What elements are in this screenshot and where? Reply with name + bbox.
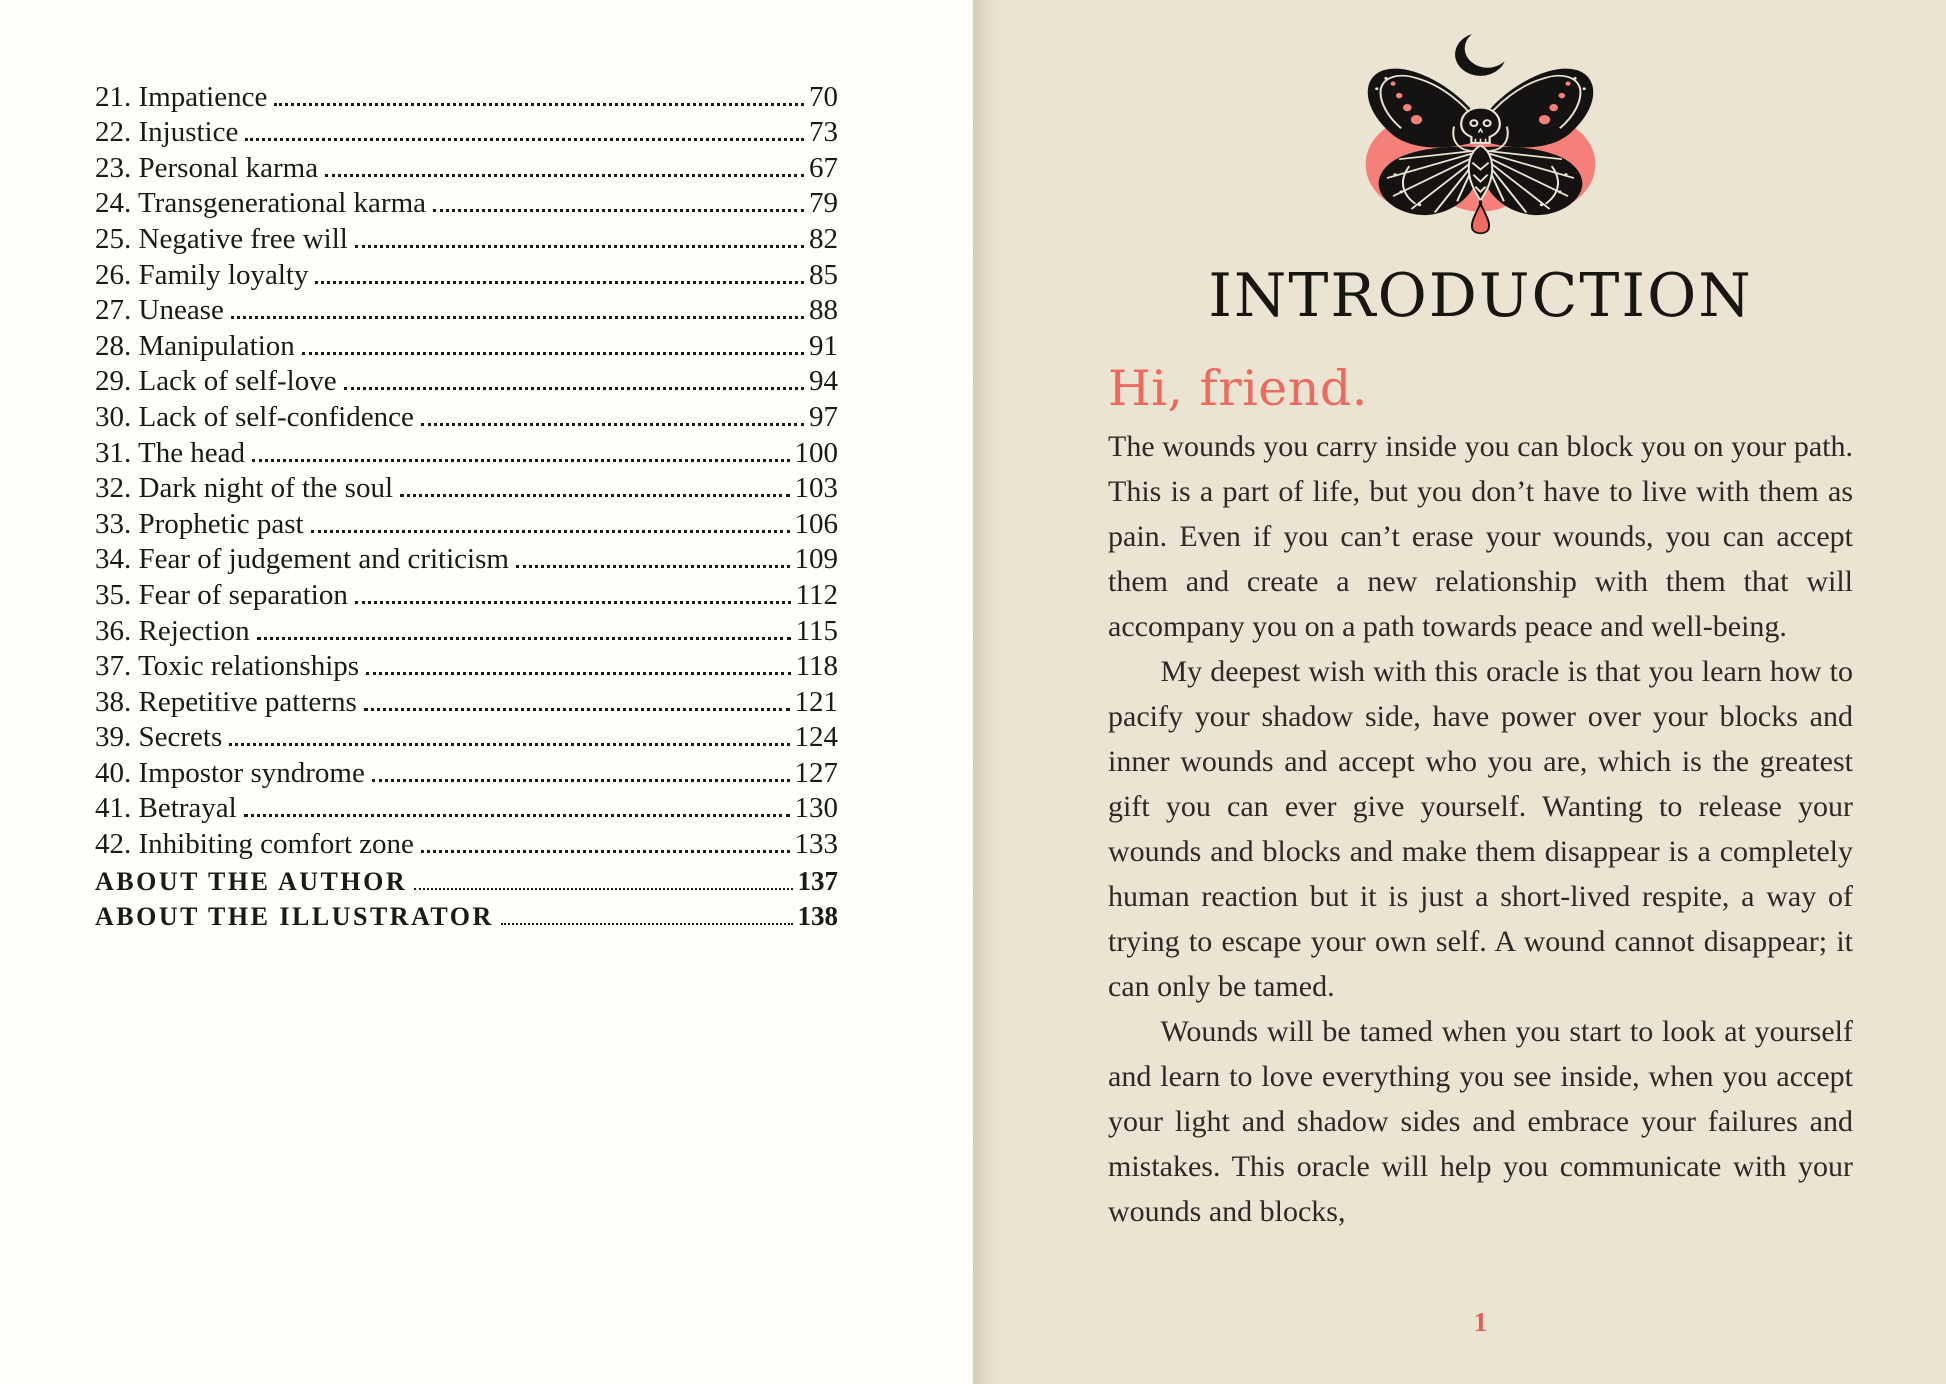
- toc-entry-page: 79: [809, 187, 838, 220]
- toc-entry: [95, 76, 838, 112]
- dot-leader: [245, 138, 804, 141]
- toc-entry-label: 22. Injustice: [95, 116, 239, 149]
- dot-leader: [421, 423, 804, 426]
- toc-entry-label: 39. Secrets: [95, 721, 223, 754]
- dot-leader: [344, 387, 804, 390]
- toc-entry: [95, 361, 838, 397]
- greeting-heading: Hi, friend.: [1108, 360, 1368, 417]
- toc-entry-page: 82: [809, 222, 838, 255]
- intro-page: [973, 0, 1946, 1384]
- dot-leader: [274, 103, 804, 106]
- toc-entry-page: 106: [794, 507, 838, 540]
- toc-entry-label: 34. Fear of judgement and criticism: [95, 543, 509, 576]
- toc-entry-page: 115: [795, 614, 838, 647]
- toc-entry-page: 97: [809, 400, 838, 433]
- toc-entry: [95, 859, 838, 895]
- toc-entry-label: 21. Impatience: [95, 80, 268, 113]
- toc-entry: [95, 646, 838, 682]
- toc-entry: [95, 468, 838, 504]
- toc-entry-label: 27. Unease: [95, 294, 224, 327]
- page-number: 1: [1473, 1307, 1488, 1337]
- toc-entry-label: 33. Prophetic past: [95, 507, 304, 540]
- toc-entry: [95, 183, 838, 219]
- dot-leader: [311, 530, 790, 533]
- toc-entry-label: 25. Negative free will: [95, 222, 348, 255]
- moth-illustration: [1328, 20, 1633, 257]
- toc-entry: [95, 218, 838, 254]
- toc-entry: [95, 432, 838, 468]
- toc-entry: [95, 325, 838, 361]
- toc-entry-page: 138: [797, 901, 838, 932]
- toc-entry-page: 85: [809, 258, 838, 291]
- toc-entry-label: 37. Toxic relationships: [95, 650, 360, 683]
- toc-entry-page: 133: [794, 828, 838, 861]
- toc-entry-page: 127: [794, 756, 838, 789]
- toc-entry: [95, 112, 838, 148]
- toc-entry: [95, 610, 838, 646]
- dot-leader: [355, 601, 791, 604]
- toc-entry-page: 124: [794, 721, 838, 754]
- toc-entry-label: ABOUT THE AUTHOR: [95, 866, 408, 896]
- toc-entry-label: 40. Impostor syndrome: [95, 756, 365, 789]
- dot-leader: [231, 316, 804, 319]
- toc-entry: [95, 254, 838, 290]
- toc-entry: [95, 396, 838, 432]
- toc-entry-page: 121: [794, 685, 838, 718]
- toc-entry-page: 70: [809, 80, 838, 113]
- toc-entry: [95, 895, 838, 931]
- intro-paragraph: Wounds will be tamed when you start to look at yourself and learn to love everything you see inside, when you accept your light and shadow sides and embrace your failures and mistakes. This oracle will help you communicate with your wounds and blocks,: [1108, 1015, 1853, 1229]
- dot-leader: [244, 814, 790, 817]
- toc-entry: [95, 147, 838, 183]
- toc-entry-page: 112: [795, 578, 838, 611]
- dot-leader: [355, 245, 804, 248]
- toc-entry-page: 137: [797, 865, 838, 896]
- toc-entry-label: 24. Transgenerational karma: [95, 187, 427, 220]
- intro-paragraph: My deepest wish with this oracle is that you learn how to pacify your shadow side, have power over your blocks and inner wounds and accept who you are, which is the greatest gift you can ever give yourself. Wanting to release your wounds and blocks and make them disappear is a completely human reaction but it is just a short-lived respite, a way of trying to escape your own self. A wound cannot disappear; it can only be tamed.: [1108, 655, 1853, 1004]
- dot-leader: [302, 352, 804, 355]
- toc-entry-label: 42. Inhibiting comfort zone: [95, 828, 414, 861]
- dot-leader: [501, 923, 793, 925]
- toc-entry-label: 28. Manipulation: [95, 329, 295, 362]
- dot-leader: [421, 850, 790, 853]
- toc-entry: [95, 717, 838, 753]
- toc-entry-label: ABOUT THE ILLUSTRATOR: [95, 902, 494, 932]
- dot-leader: [257, 637, 791, 640]
- death-head-moth-icon: [1328, 20, 1633, 252]
- crescent-moon-icon: [1455, 29, 1510, 76]
- chapter-title: INTRODUCTION: [1208, 261, 1753, 331]
- toc-entry-label: 23. Personal karma: [95, 151, 319, 184]
- toc-entry: [95, 752, 838, 788]
- intro-body: [1108, 424, 1853, 1234]
- dot-leader: [366, 672, 791, 675]
- dot-leader: [414, 888, 792, 890]
- dot-leader: [252, 459, 789, 462]
- dot-leader: [325, 174, 804, 177]
- toc-entry-label: 38. Repetitive patterns: [95, 685, 357, 718]
- toc-entry-label: 32. Dark night of the soul: [95, 472, 394, 505]
- toc-entry-page: 91: [809, 329, 838, 362]
- toc-entry: [95, 788, 838, 824]
- toc-entry-label: 36. Rejection: [95, 614, 250, 647]
- toc-list: [95, 76, 838, 930]
- toc-entry-page: 73: [809, 116, 838, 149]
- toc-entry: [95, 681, 838, 717]
- toc-entry-label: 29. Lack of self-love: [95, 365, 337, 398]
- toc-entry-label: 26. Family loyalty: [95, 258, 309, 291]
- toc-entry-page: 130: [794, 792, 838, 825]
- toc-entry: [95, 823, 838, 859]
- dot-leader: [516, 565, 790, 568]
- toc-entry-page: 118: [795, 650, 838, 683]
- dot-leader: [372, 779, 790, 782]
- intro-paragraph: The wounds you carry inside you can block you on your path. This is a part of life, but you don’t have to live with them as pain. Even if you can’t erase your wounds, you can accept them and create a new relationship with them that will accompany you on a path towards peace and well-being.: [1108, 430, 1853, 644]
- dot-leader: [364, 708, 790, 711]
- toc-entry-label: 35. Fear of separation: [95, 578, 348, 611]
- toc-entry: [95, 574, 838, 610]
- toc-entry-page: 88: [809, 294, 838, 327]
- toc-entry-label: 31. The head: [95, 436, 246, 469]
- toc-entry: [95, 290, 838, 326]
- toc-entry-page: 109: [794, 543, 838, 576]
- toc-entry-label: 30. Lack of self-confidence: [95, 400, 414, 433]
- toc-entry-page: 100: [794, 436, 838, 469]
- toc-entry: [95, 503, 838, 539]
- toc-entry-page: 103: [794, 472, 838, 505]
- toc-entry-label: 41. Betrayal: [95, 792, 237, 825]
- dot-leader: [315, 281, 804, 284]
- dot-leader: [400, 494, 789, 497]
- toc-entry-page: 94: [809, 365, 838, 398]
- toc-entry: [95, 539, 838, 575]
- dot-leader: [433, 209, 804, 212]
- toc-entry-page: 67: [809, 151, 838, 184]
- dot-leader: [229, 743, 789, 746]
